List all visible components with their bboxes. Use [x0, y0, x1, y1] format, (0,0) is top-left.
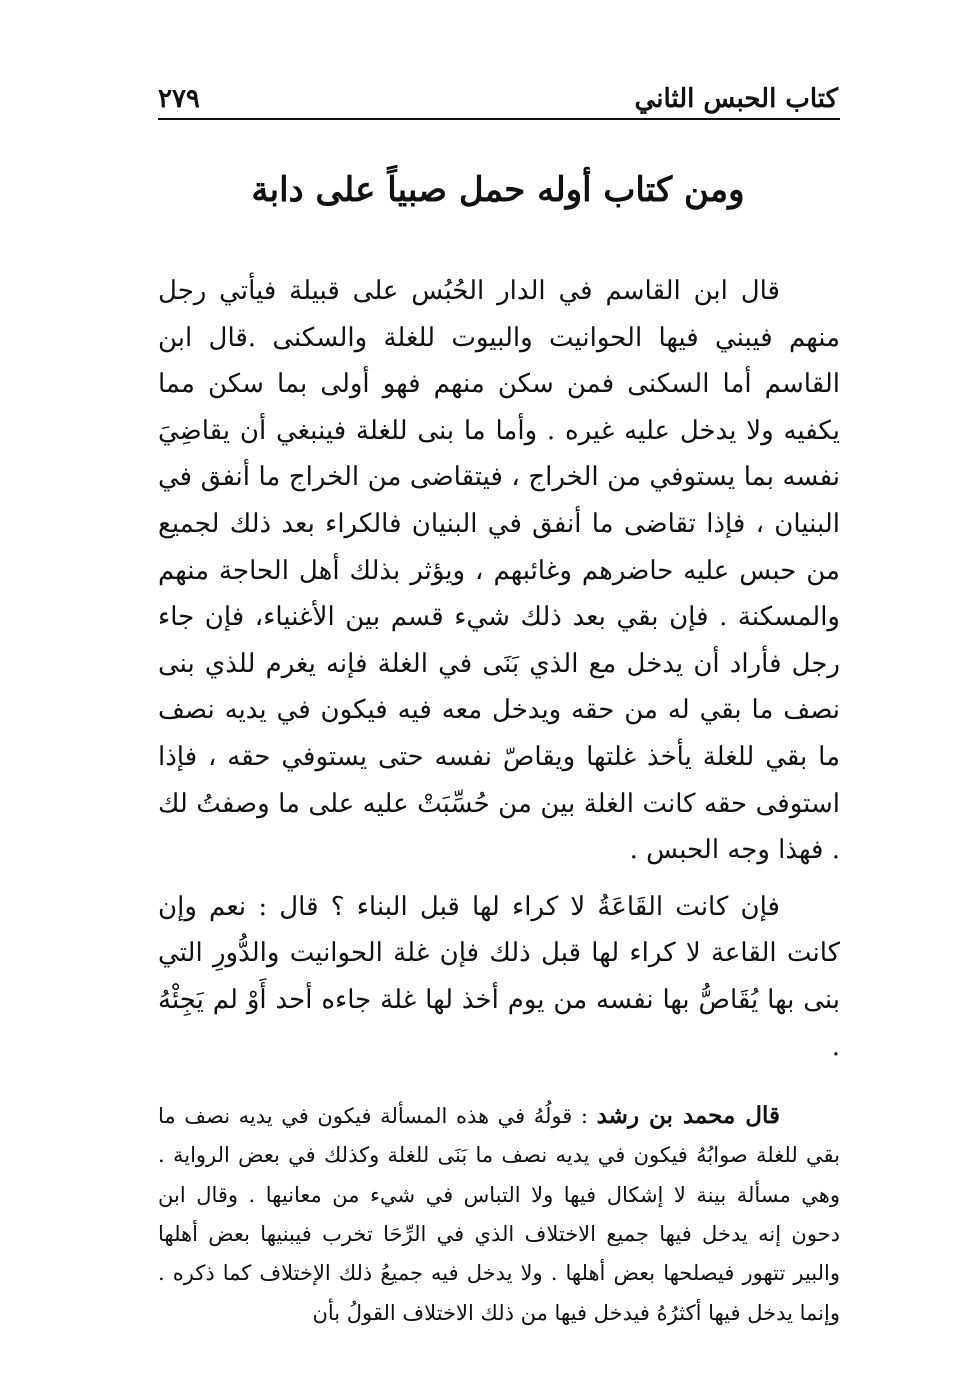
commentary-text: : قولُهُ في هذه المسألة فيكون في يديه نصف ما بقي للغلة صوابُهُ فيكون في يديه نصف ما بَنَى للغلة وكذلك في بعض الرواية . وهي مسألة بينة لا إشكال فيها ولا التباس في شيء من معانيها . وقال ابن دحون إنه يدخل فيها جميع الاختلاف الذي في الرِّحَا تخرب فيبنيها بعض أهلها والبير تتهور فيصلحها بعض أهلها . ولا يدخل فيه جميعُ ذلك الإختلاف كما ذكره . وإنما يدخل فيها أكثرُهُ فيدخل فيها من ذلك الاختلاف القولُ بأن [158, 1104, 840, 1325]
text-body [158, 268, 840, 1333]
running-title: كتاب الحبس الثاني [634, 84, 838, 114]
header-rule [158, 118, 840, 120]
commentary-lead: قال محمد بن رشد [596, 1102, 780, 1130]
paragraph: قال ابن القاسم في الدار الحُبُس على قبيلة فيأتي رجل منهم فيبني فيها الحوانيت والبيوت للغلة والسكنى .قال ابن القاسم أما السكنى فمن سكن منهم فهو أولى بما سكن مما يكفيه ولا يدخل عليه غيره . وأما ما بنى للغلة فينبغي أن يقاضِيَ نفسه بما يستوفي من الخراج ، فيتقاضى من الخراج ما أنفق في البنيان ، فإذا تقاضى ما أنفق في البنيان فالكراء بعد ذلك لجميع من حبس عليه حاضرهم وغائبهم ، ويؤثر بذلك أهل الحاجة منهم والمسكنة . فإن بقي بعد ذلك شيء قسم بين الأغنياء، فإن جاء رجل فأراد أن يدخل مع الذي بَنَى في الغلة فإنه يغرم للذي بنى نصف ما بقي له من حقه ويدخل معه فيه فيكون في يديه نصف ما بقي للغلة يأخذ غلتها ويقاصّ نفسه حتى يستوفي حقه ، فإذا استوفى حقه كانت الغلة بين من حُسِّبَتْ عليه على ما وصفتُ لك . فهذا وجه الحبس . [158, 276, 840, 866]
page-header [158, 74, 838, 114]
commentary-paragraph [158, 1096, 840, 1333]
page-number: ٢٧٩ [158, 84, 200, 114]
paragraph: فإن كانت القَاعَةُ لا كراء لها قبل البناء ؟ قال : نعم وإن كانت القاعة لا كراء لها قبل ذلك فإن غلة الحوانيت والدُّورِ التي بنى بها يُقَاصُّ بها نفسه من يوم أخذ لها غلة جاءه أحد أَوْ لم يَجِئْهُ . [158, 891, 840, 1062]
section-heading: ومن كتاب أوله حمل صبياً على دابة [251, 170, 745, 210]
